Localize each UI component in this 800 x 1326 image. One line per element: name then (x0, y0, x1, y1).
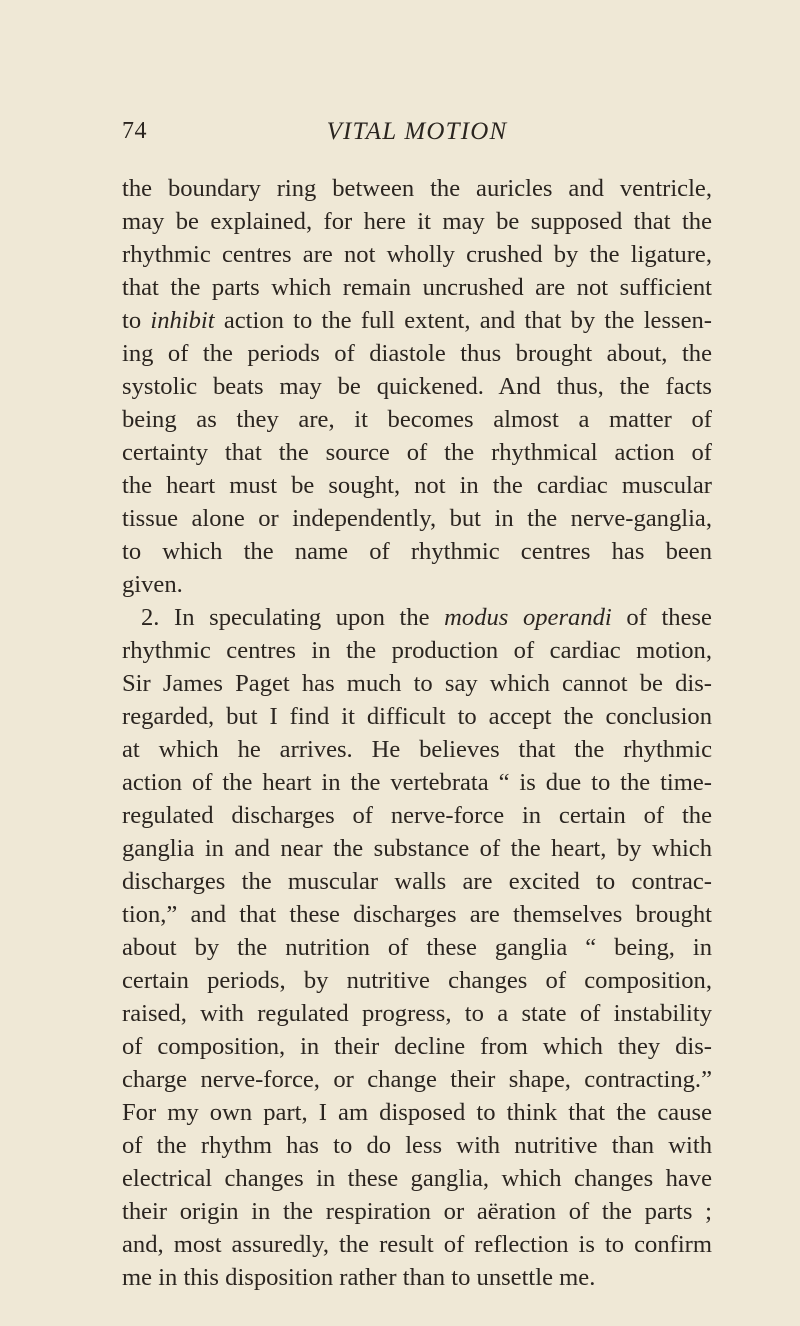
text-line: systolic beats may be quickened. And thus, the facts (122, 373, 712, 400)
text-line: the heart must be sought, not in the cardiac muscular (122, 472, 712, 499)
text-line: tion,” and that these discharges are themselves brought (122, 901, 712, 928)
text-line: the boundary ring between the auricles and ventricle, (122, 175, 712, 202)
text-line: certain periods, by nutritive changes of composition, (122, 967, 712, 994)
italic-term-inhibit: inhibit (150, 307, 215, 334)
text-line: charge nerve-force, or change their shape, contracting.” (122, 1066, 712, 1093)
page-number: 74 (122, 118, 147, 144)
text-line: of composition, in their decline from which they dis- (122, 1033, 712, 1060)
text-segment: of these (611, 604, 712, 631)
text-line: Sir James Paget has much to say which cannot be dis- (122, 670, 712, 697)
text-segment: to (122, 307, 151, 334)
text-line: being as they are, it becomes almost a matter of (122, 406, 712, 433)
text-line: ing of the periods of diastole thus brought about, the (122, 340, 712, 367)
text-line: electrical changes in these ganglia, which changes have (122, 1165, 712, 1192)
text-line: me in this disposition rather than to unsettle me. (122, 1264, 596, 1291)
text-line: discharges the muscular walls are excited to contrac- (122, 868, 712, 895)
text-line: of the rhythm has to do less with nutritive than with (122, 1132, 712, 1159)
text-line: rhythmic centres are not wholly crushed by the ligature, (122, 241, 712, 268)
text-line: rhythmic centres in the production of cardiac motion, (122, 637, 712, 664)
text-line: regulated discharges of nerve-force in certain of the (122, 802, 712, 829)
text-line: regarded, but I find it difficult to accept the conclusion (122, 703, 712, 730)
text-line: ganglia in and near the substance of the heart, by which (122, 835, 712, 862)
text-line: action of the heart in the vertebrata “ is due to the time- (122, 769, 712, 796)
text-line: certainty that the source of the rhythmical action of (122, 439, 712, 466)
text-line (122, 304, 712, 337)
text-segment: action to the full extent, and that by the lessen- (214, 307, 712, 334)
text-line: may be explained, for here it may be supposed that the (122, 208, 712, 235)
text-line: their origin in the respiration or aëration of the parts ; (122, 1198, 712, 1225)
text-line: raised, with regulated progress, to a state of instability (122, 1000, 712, 1027)
text-line: at which he arrives. He believes that the rhythmic (122, 736, 712, 763)
text-line: to which the name of rhythmic centres has been (122, 538, 712, 565)
text-line: For my own part, I am disposed to think that the cause (122, 1099, 712, 1126)
body-text (122, 172, 712, 1294)
page-header (122, 118, 712, 158)
italic-term-modus-operandi: modus operandi (444, 604, 612, 631)
text-segment: 2. In speculating upon the (141, 604, 445, 631)
text-line (122, 601, 712, 634)
text-line: given. (122, 571, 183, 598)
text-line: that the parts which remain uncrushed are not sufficient (122, 274, 712, 301)
running-head: VITAL MOTION (326, 118, 508, 145)
text-line: tissue alone or independently, but in the nerve-ganglia, (122, 505, 712, 532)
text-line: about by the nutrition of these ganglia “ being, in (122, 934, 712, 961)
text-line: and, most assuredly, the result of reflection is to confirm (122, 1231, 712, 1258)
